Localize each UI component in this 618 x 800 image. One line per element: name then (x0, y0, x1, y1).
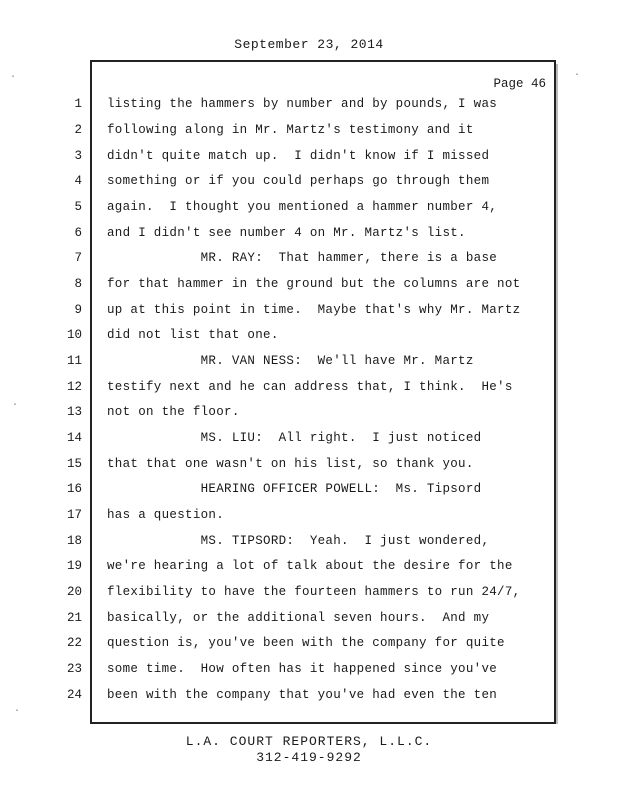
scan-speck: · (10, 72, 17, 83)
line-number: 9 (74, 303, 82, 317)
line-text: up at this point in time. Maybe that's why Mr. Martz (107, 303, 521, 317)
page-label: Page 46 (493, 77, 546, 91)
scan-speck: · (14, 706, 21, 717)
line-number: 12 (66, 380, 82, 394)
line-text: for that hammer in the ground but the columns are not (107, 277, 521, 291)
line-number: 2 (74, 123, 82, 137)
line-text: that that one wasn't on his list, so thank you. (107, 457, 474, 471)
line-text: we're hearing a lot of talk about the desire for the (107, 559, 513, 573)
line-number: 3 (74, 149, 82, 163)
line-text: question is, you've been with the company for quite (107, 636, 505, 650)
line-number: 1 (74, 97, 82, 111)
line-text: basically, or the additional seven hours. And my (107, 611, 490, 625)
line-text: testify next and he can address that, I think. He's (107, 380, 513, 394)
line-text: again. I thought you mentioned a hammer number 4, (107, 200, 498, 214)
line-text: didn't quite match up. I didn't know if I missed (107, 149, 490, 163)
line-text: been with the company that you've had even the ten (107, 688, 498, 702)
footer-company: L.A. COURT REPORTERS, L.L.C. (185, 734, 433, 749)
line-number: 4 (74, 174, 82, 188)
frame-edge (556, 64, 558, 724)
line-number: 22 (66, 636, 82, 650)
line-text: did not list that one. (107, 328, 279, 342)
line-text: MS. TIPSORD: Yeah. I just wondered, (107, 534, 490, 548)
line-number: 21 (66, 611, 82, 625)
line-text: not on the floor. (107, 405, 240, 419)
line-text: listing the hammers by number and by pounds, I was (107, 97, 498, 111)
line-text: MR. VAN NESS: We'll have Mr. Martz (107, 354, 474, 368)
line-number: 18 (66, 534, 82, 548)
line-number: 11 (66, 354, 82, 368)
line-number: 10 (66, 328, 82, 342)
line-text: some time. How often has it happened since you've (107, 662, 498, 676)
line-text: MR. RAY: That hammer, there is a base (107, 251, 498, 265)
line-text: HEARING OFFICER POWELL: Ms. Tipsord (107, 482, 482, 496)
footer-phone: 312-419-9292 (256, 750, 362, 765)
line-number: 15 (66, 457, 82, 471)
line-text: has a question. (107, 508, 225, 522)
header-date: September 23, 2014 (234, 37, 384, 52)
line-number: 13 (66, 405, 82, 419)
line-number: 8 (74, 277, 82, 291)
line-number: 7 (74, 251, 82, 265)
line-number: 23 (66, 662, 82, 676)
line-text: something or if you could perhaps go through them (107, 174, 490, 188)
line-text: and I didn't see number 4 on Mr. Martz's list. (107, 226, 466, 240)
line-number: 19 (66, 559, 82, 573)
scan-speck: · (574, 70, 581, 81)
line-number: 17 (66, 508, 82, 522)
line-number: 14 (66, 431, 82, 445)
line-text: MS. LIU: All right. I just noticed (107, 431, 482, 445)
line-text: flexibility to have the fourteen hammers to run 24/7, (107, 585, 521, 599)
scan-speck: · (12, 400, 19, 411)
line-number: 16 (66, 482, 82, 496)
line-number: 20 (66, 585, 82, 599)
line-number: 6 (74, 226, 82, 240)
line-number: 24 (66, 688, 82, 702)
line-number: 5 (74, 200, 82, 214)
line-text: following along in Mr. Martz's testimony and it (107, 123, 474, 137)
